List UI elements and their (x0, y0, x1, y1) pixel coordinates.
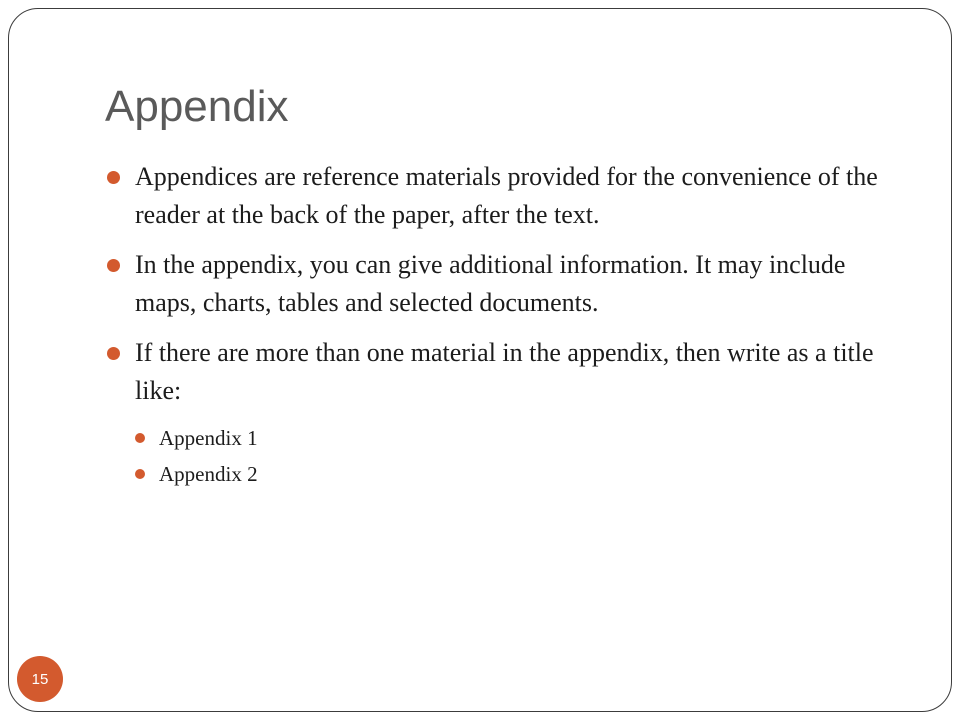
slide-title: Appendix (105, 82, 289, 131)
bullet-item: In the appendix, you can give additional information. It may include maps, charts, tables and selected documents. (105, 246, 905, 322)
page-number-badge: 15 (17, 656, 63, 702)
bullet-item: Appendices are reference materials provided for the convenience of the reader at the back of the paper, after the text. (105, 158, 905, 234)
bullet-list (105, 158, 905, 492)
sub-bullet-list (135, 420, 905, 492)
bullet-item: If there are more than one material in the appendix, then write as a title like: (105, 334, 905, 410)
sub-bullet-item: Appendix 2 (135, 456, 905, 492)
sub-bullet-item: Appendix 1 (135, 420, 905, 456)
